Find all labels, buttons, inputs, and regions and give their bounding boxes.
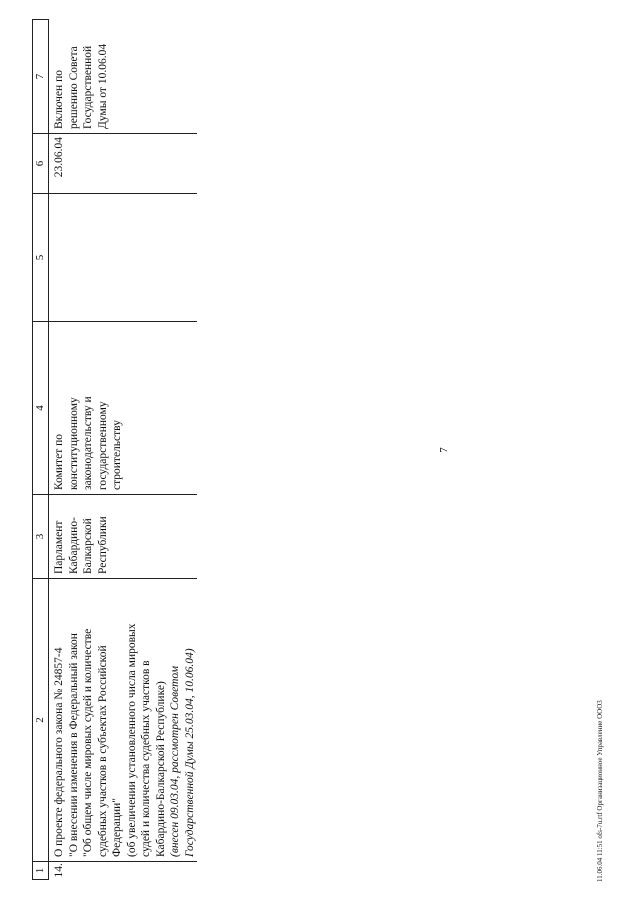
column-header-4: 4 xyxy=(33,322,49,495)
initiator-line: Кабардино- xyxy=(67,517,80,574)
row-number: 14. xyxy=(49,862,198,880)
note-cell xyxy=(49,20,198,134)
initiator-line: Республики xyxy=(96,516,109,574)
bill-status-line: Государственной Думы 25.03.04, 10.06.04) xyxy=(183,648,196,857)
committee-line: государственному xyxy=(96,401,109,490)
bill-description-line: судебных участков в субъектах Российской xyxy=(96,645,109,857)
committee-cell xyxy=(49,322,198,495)
footer-stamp: 11.06.04 11:51 ofs-7u.rtf Организационное Управление ООО3 xyxy=(596,700,604,882)
table-header-row xyxy=(33,20,49,880)
rotated-page xyxy=(30,20,630,880)
note-line: решению Совета xyxy=(67,46,80,129)
bill-description-line: судей и количества судебных участков в xyxy=(140,660,152,857)
column-header-7: 7 xyxy=(33,20,49,134)
column-header-2: 2 xyxy=(33,579,49,862)
page-number: 7 xyxy=(437,447,450,453)
bill-description-line: Кабардино-Балкарской Республике) xyxy=(154,681,167,857)
committee-line: конституционному xyxy=(67,397,80,490)
bill-table xyxy=(32,19,197,880)
column-5-cell xyxy=(49,194,198,322)
note-line: Включен по xyxy=(53,70,65,129)
bill-description-line: О проекте федерального закона № 24857-4 xyxy=(53,647,65,857)
committee-line: Комитет по xyxy=(53,434,65,490)
bill-description-line: "Об общем числе мировых судей и количестве xyxy=(82,628,94,857)
bill-description xyxy=(49,579,198,862)
committee-line: законодательству и xyxy=(82,396,94,490)
bill-status-line: (внесен 09.03.04, рассмотрен Советом xyxy=(169,665,181,857)
column-header-6: 6 xyxy=(33,134,49,194)
initiator-line: Балкарской xyxy=(82,518,94,574)
note-line: Думы от 10.06.04 xyxy=(96,43,109,129)
column-header-1: 1 xyxy=(33,862,49,880)
bill-description-line: Федерации" xyxy=(111,797,123,857)
bill-table-wrapper xyxy=(32,20,632,880)
column-header-3: 3 xyxy=(33,495,49,579)
column-header-5: 5 xyxy=(33,194,49,322)
date-cell: 23.06.04 xyxy=(49,134,198,194)
initiator-line: Парламент xyxy=(53,520,65,574)
bill-description-line: "О внесении изменения в Федеральный закон xyxy=(67,633,80,857)
bill-description-line: (об увеличении установленного числа мировых xyxy=(125,623,138,857)
committee-line: строительству xyxy=(111,420,123,490)
table-row xyxy=(49,20,198,880)
note-line: Государственной xyxy=(82,45,94,129)
initiator-cell xyxy=(49,495,198,579)
